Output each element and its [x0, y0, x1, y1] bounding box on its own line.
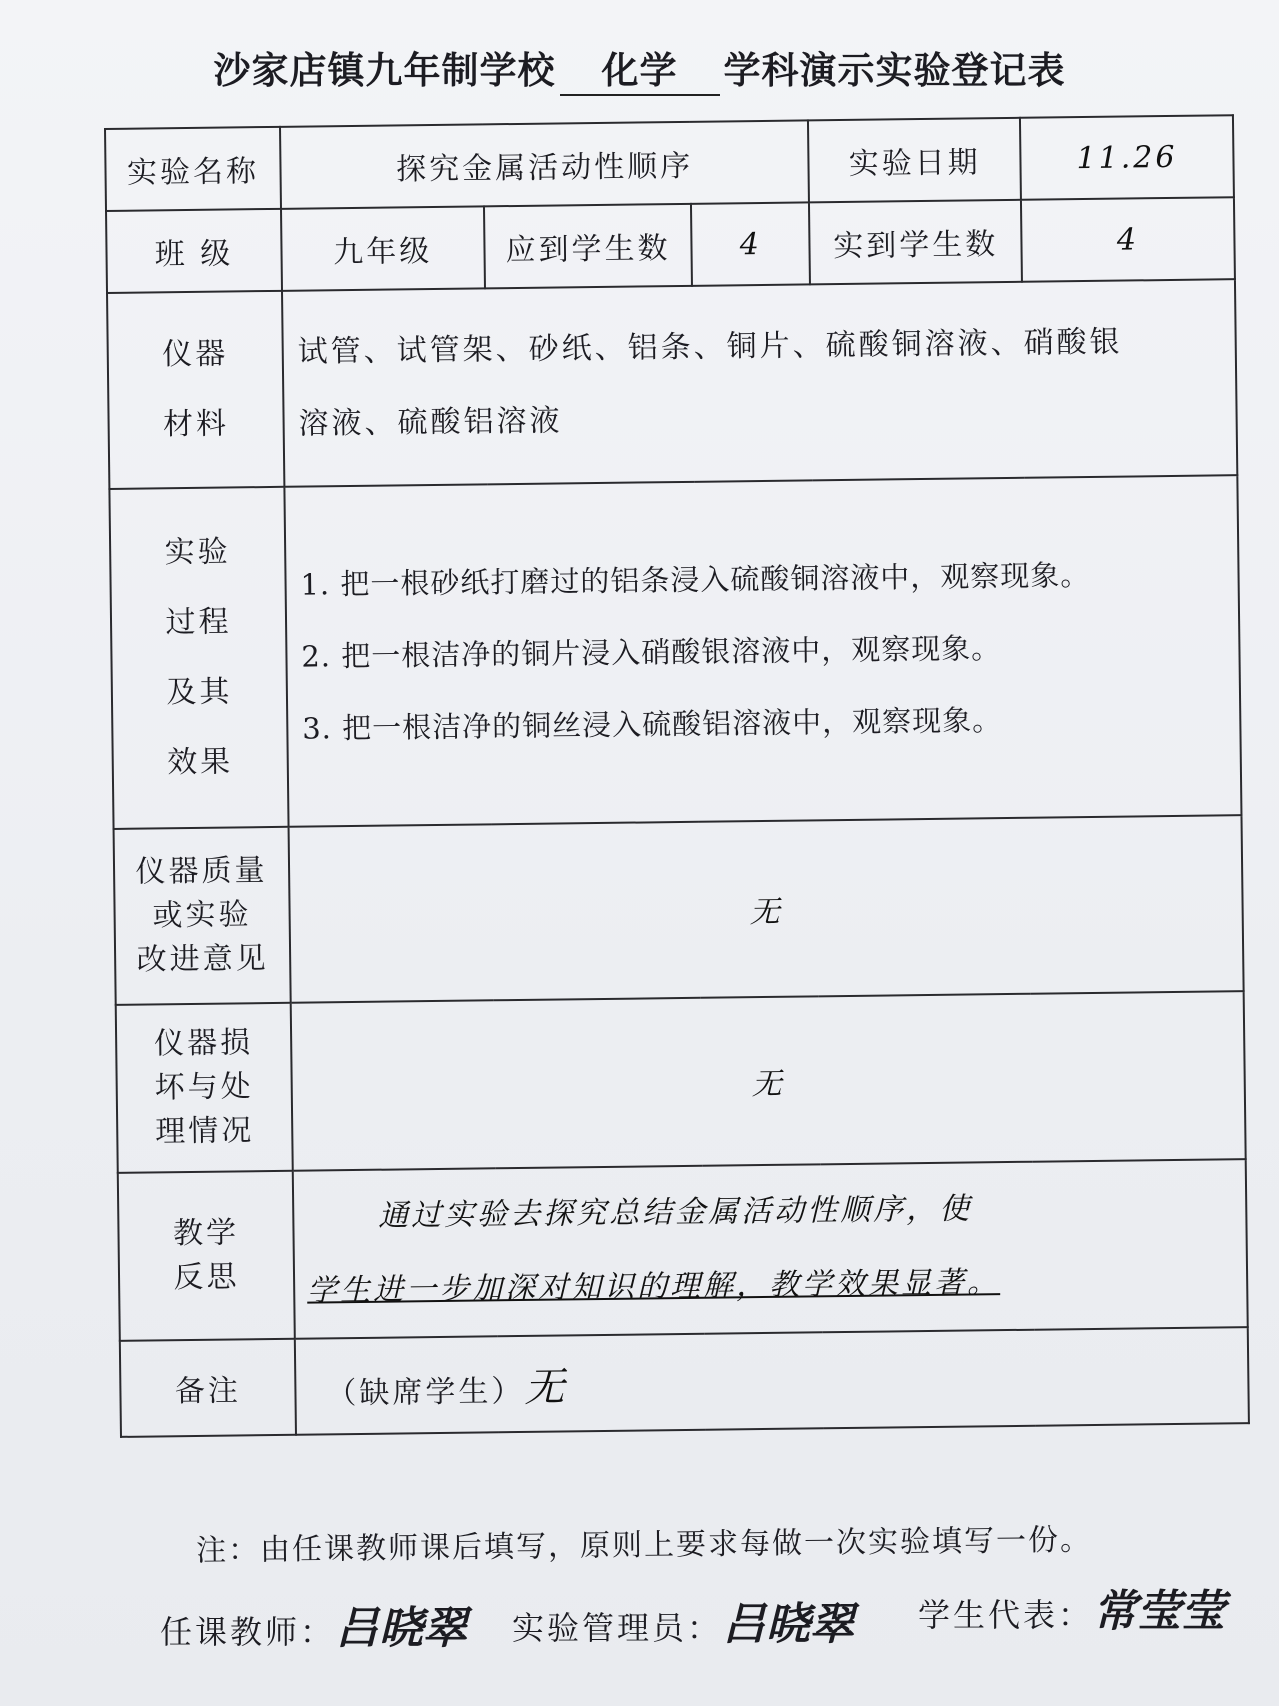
process-step-3: 3. 把一根洁净的铜丝浸入硫酸铝溶液中，观察现象。	[302, 703, 1003, 746]
student-signature	[918, 1575, 1225, 1639]
row-quality	[114, 815, 1244, 1005]
remarks-label: 备注	[120, 1339, 296, 1437]
remarks-value	[295, 1327, 1249, 1435]
quality-label-line: 或实验	[152, 897, 252, 934]
reflection-label-line: 教学	[172, 1215, 240, 1252]
reflection-line-1: 通过实验去探究总结金属活动性顺序，使	[377, 1191, 973, 1234]
title-subject: 化学	[560, 40, 720, 96]
materials-line-1: 试管、试管架、砂纸、铝条、铜片、硫酸铜溶液、硝酸银	[297, 324, 1123, 370]
materials-label	[107, 291, 284, 489]
reflection-value	[293, 1159, 1248, 1339]
footnote: 注：由任课教师课后填写，原则上要求每做一次实验填写一份。	[195, 1522, 1093, 1569]
row-class	[106, 197, 1235, 293]
process-label-line: 及其	[166, 674, 233, 711]
page-title	[0, 40, 1279, 96]
teacher-signature	[160, 1592, 467, 1656]
damage-label-line: 仪器损	[153, 1025, 254, 1062]
student-label: 学生代表：	[918, 1596, 1094, 1634]
quality-label	[114, 827, 291, 1005]
process-label-line: 效果	[166, 744, 234, 781]
row-remarks	[120, 1327, 1249, 1437]
row-process	[109, 475, 1241, 829]
actual-label: 实到学生数	[809, 200, 1022, 285]
experiment-name-label: 实验名称	[105, 127, 281, 211]
reflection-label-line: 反思	[173, 1259, 240, 1296]
row-experiment-name	[105, 115, 1234, 211]
row-reflection	[118, 1159, 1248, 1341]
reflection-line-2: 学生进一步加深对知识的理解，教学效果显著。	[306, 1265, 1001, 1309]
experiment-name-value: 探究金属活动性顺序	[280, 120, 809, 208]
row-materials	[107, 279, 1237, 489]
title-suffix: 学科演示实验登记表	[723, 49, 1066, 92]
process-steps	[284, 475, 1241, 827]
quality-value: 无	[288, 815, 1243, 1003]
class-label: 班 级	[106, 209, 282, 293]
row-damage	[116, 991, 1246, 1173]
process-step-2: 2. 把一根洁净的铜片浸入硝酸银溶液中，观察现象。	[301, 631, 1002, 674]
materials-value	[282, 279, 1237, 487]
materials-label-line-1: 仪器	[161, 336, 229, 373]
teacher-label: 任课教师：	[160, 1613, 336, 1651]
manager-name: 吕晓翠	[722, 1599, 855, 1650]
title-school: 沙家店镇九年制学校	[213, 49, 556, 92]
process-label-line: 实验	[164, 534, 231, 571]
process-label-line: 过程	[165, 604, 232, 641]
manager-signature	[512, 1588, 854, 1652]
expected-label: 应到学生数	[484, 204, 693, 289]
quality-label-line: 仪器质量	[135, 853, 268, 890]
materials-line-2: 溶液、硫酸铝溶液	[298, 403, 563, 442]
date-label: 实验日期	[808, 118, 1021, 203]
teacher-name: 吕晓翠	[335, 1603, 468, 1654]
manager-label: 实验管理员：	[512, 1609, 723, 1647]
registration-table	[104, 114, 1250, 1438]
damage-label-line: 理情况	[154, 1113, 255, 1150]
damage-label-line: 坏与处	[154, 1069, 254, 1106]
process-step-1: 1. 把一根砂纸打磨过的铝条浸入硫酸铜溶液中，观察现象。	[300, 557, 1091, 602]
expected-value: 4	[691, 202, 810, 285]
process-label	[109, 487, 288, 829]
class-value: 九年级	[281, 206, 485, 290]
date-value: 11.26	[1020, 115, 1234, 200]
quality-label-line: 改进意见	[136, 941, 269, 978]
damage-value: 无	[291, 991, 1246, 1171]
materials-label-line-2: 材料	[162, 406, 230, 443]
damage-label	[116, 1003, 293, 1173]
student-name: 常莹莹	[1093, 1586, 1226, 1637]
remarks-prefix: （缺席学生）	[326, 1373, 525, 1411]
reflection-label	[118, 1171, 295, 1341]
actual-value: 4	[1021, 197, 1235, 282]
remarks-absent: 无	[524, 1363, 567, 1411]
